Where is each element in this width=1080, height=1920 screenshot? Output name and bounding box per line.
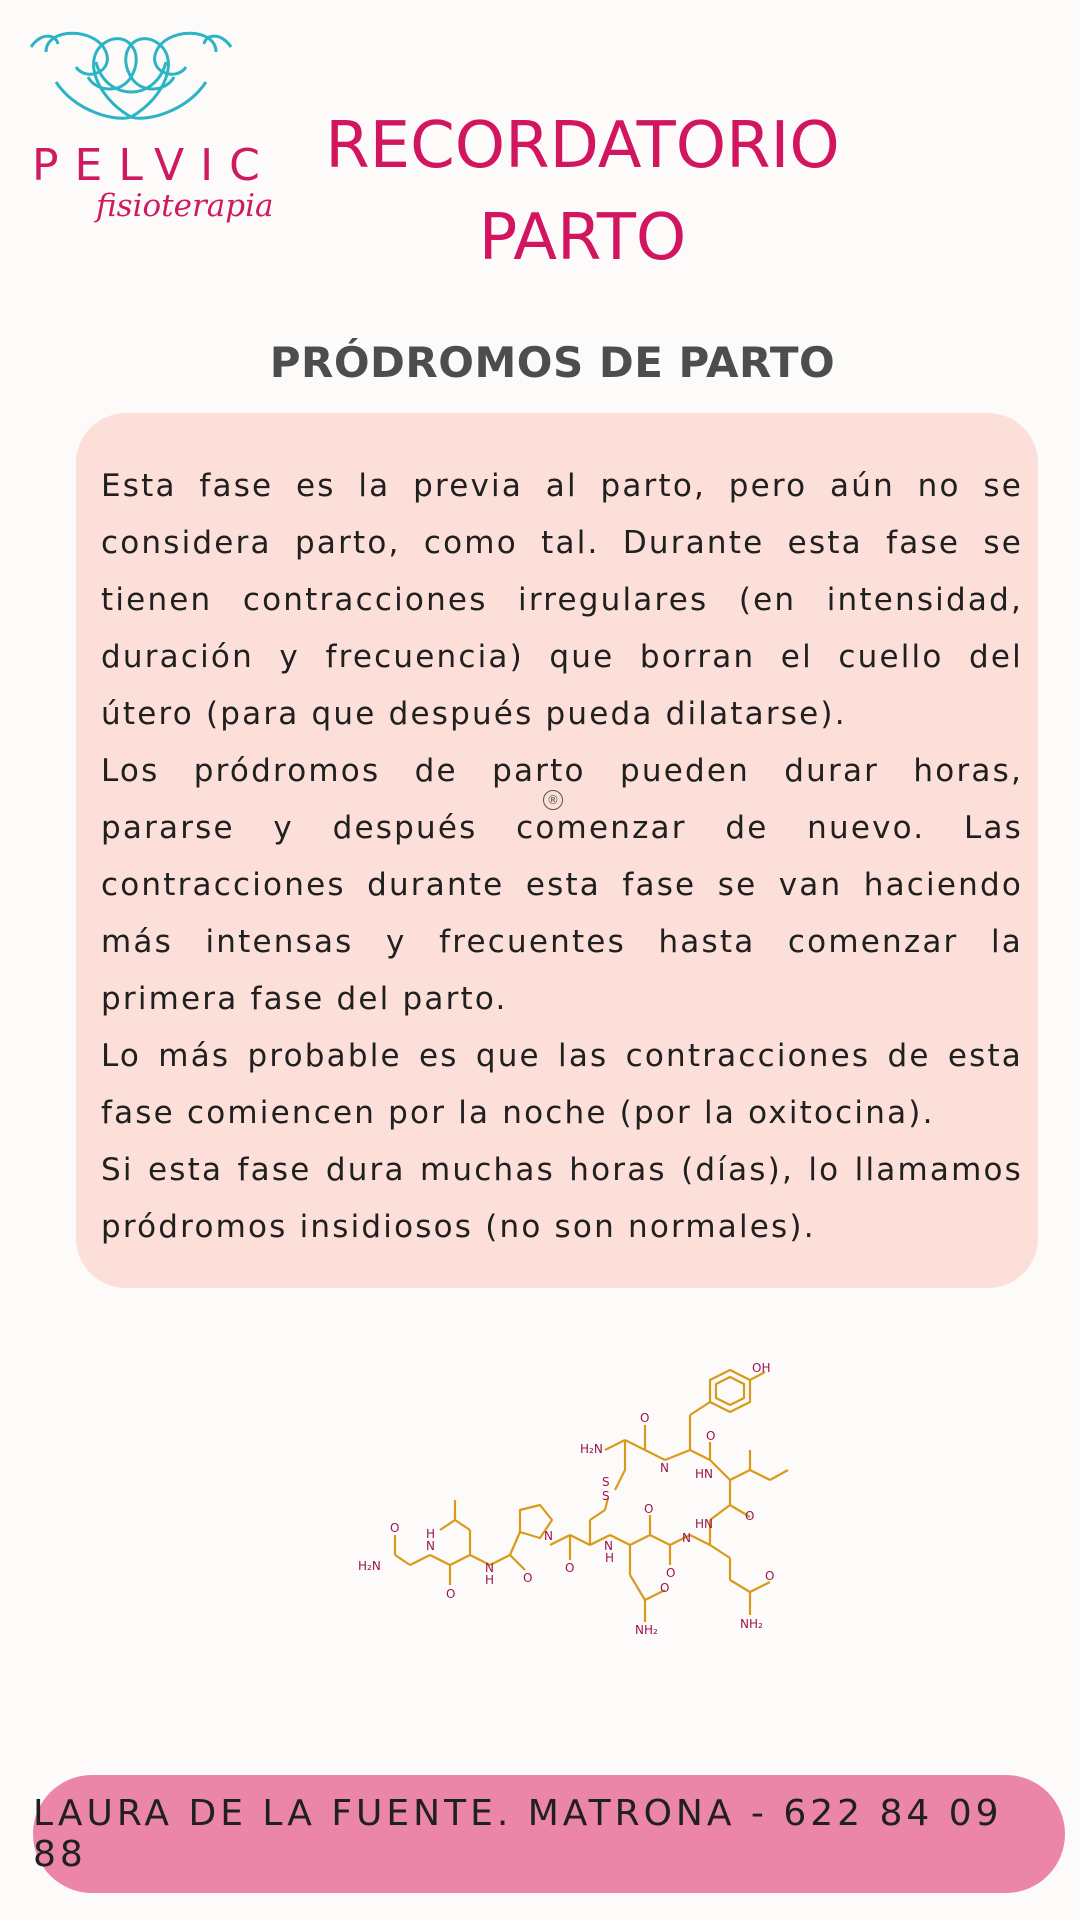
contact-text: LAURA DE LA FUENTE. MATRONA - 622 84 09 88 [33,1793,1003,1875]
label-nh2: NH₂ [635,1623,658,1637]
paragraph: Si esta fase dura muchas horas (días), lo llamamos pródromos insidiosos (no son normales). [101,1152,1023,1245]
paragraph: Los pródromos de parto pueden durar horas, pararse y después comenzar de nuevo. Las contracciones durante esta fase se van haciendo más intensas y frecuentes hasta comenzar la primera fase del parto. [101,753,1023,1017]
contact-banner [33,1775,1065,1893]
label-h: H [426,1527,436,1541]
label-hn: HN [695,1517,713,1531]
label-hn: HN [695,1467,713,1481]
label-s: S [602,1489,610,1503]
logo-wordmark: PELVIC [32,140,276,191]
label-n: N [660,1461,669,1475]
page-title-line1: RECORDATORIO [325,109,840,183]
label-o: O [765,1569,775,1583]
ornamental-monogram-icon [26,22,236,142]
registered-mark: ® [543,790,563,810]
label-o: O [644,1502,654,1516]
content-card-text [101,458,1023,1256]
label-h: H [605,1551,615,1565]
label-s: S [602,1475,610,1489]
label-o: O [640,1411,650,1425]
paragraph: Lo más probable es que las contracciones de esta fase comiencen por la noche (por la oxitocina). [101,1038,1023,1131]
label-o: O [446,1587,456,1601]
label-o: O [565,1561,575,1575]
label-o: O [390,1521,400,1535]
label-n: N [426,1539,435,1553]
label-o: O [523,1571,533,1585]
label-n: N [682,1531,691,1545]
label-nh2: NH₂ [740,1617,763,1631]
paragraph: Esta fase es la previa al parto, pero aún no se considera parto, como tal. Durante esta fase se tienen contracciones irregulares (en intensidad, duración y frecuencia) que borran el cuello del útero (para que después pueda dilatarse). [101,468,1023,732]
label-n: N [604,1539,613,1553]
label-oh: OH [752,1361,771,1375]
logo-tagline: fisioterapia [96,188,274,224]
label-o: O [660,1581,670,1595]
page-title [255,100,910,284]
page-title-line2: PARTO [478,201,687,275]
pelvic-logo [26,22,276,232]
label-h: H [485,1573,495,1587]
label-o: O [666,1566,676,1580]
label-h2n-top: H₂N [580,1442,603,1456]
label-o: O [706,1429,716,1443]
section-heading: PRÓDROMOS DE PARTO [269,338,836,387]
oxytocin-molecule-icon [340,1360,800,1660]
label-n: N [544,1529,553,1543]
label-o: O [745,1509,755,1523]
label-h2n-left: H₂N [358,1559,381,1573]
label-n: N [485,1561,494,1575]
